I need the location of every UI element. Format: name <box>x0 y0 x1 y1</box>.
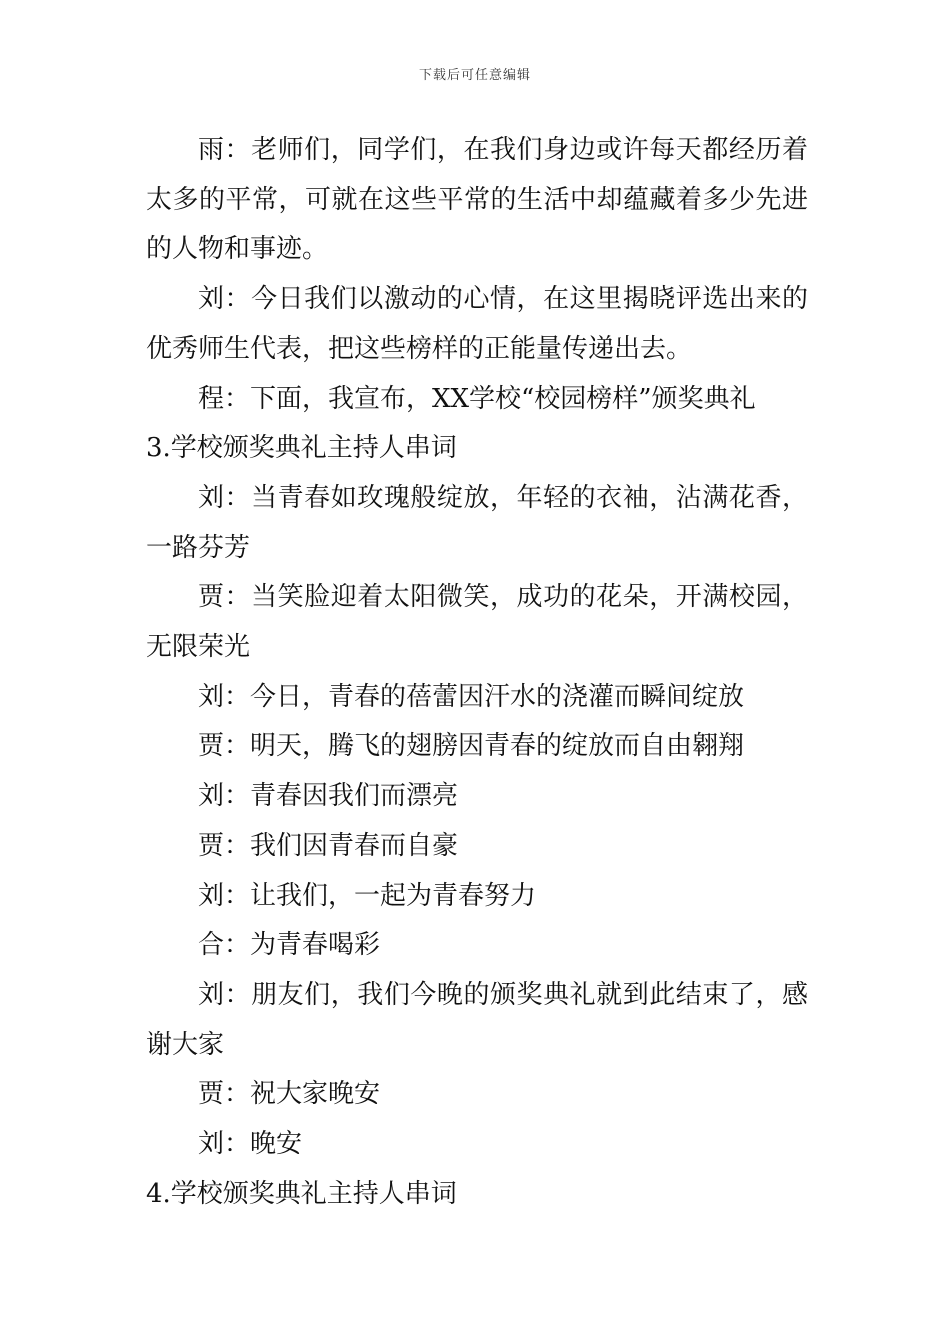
document-body <box>146 126 808 1219</box>
paragraph: 刘：让我们，一起为青春努力 <box>198 880 537 911</box>
paragraph: 贾：祝大家晚安 <box>198 1079 381 1110</box>
header-note: 下载后可任意编辑 <box>418 68 531 83</box>
section-heading: 3.学校颁奖典礼主持人串词 <box>146 433 457 464</box>
paragraph: 雨：老师们，同学们，在我们身边或许每天都经历着太多的平常，可就在这些平常的生活中却蕴藏着多少先进的人物和事迹。 <box>146 135 808 265</box>
paragraph: 刘：青春因我们而漂亮 <box>198 781 459 812</box>
section-heading: 4.学校颁奖典礼主持人串词 <box>146 1178 457 1209</box>
paragraph: 贾：明天，腾飞的翅膀因青春的绽放而自由翱翔 <box>198 731 745 762</box>
paragraph: 刘：晚安 <box>198 1129 303 1160</box>
paragraph: 刘：今日我们以激动的心情，在这里揭晓评选出来的优秀师生代表，把这些榜样的正能量传递出去。 <box>146 284 808 364</box>
paragraph: 刘：朋友们，我们今晚的颁奖典礼就到此结束了，感谢大家 <box>146 979 808 1060</box>
paragraph: 合：为青春喝彩 <box>198 930 381 961</box>
paragraph: 贾：当笑脸迎着太阳微笑，成功的花朵，开满校园，无限荣光 <box>146 582 808 663</box>
paragraph: 刘：今日，青春的蓓蕾因汗水的浇灌而瞬间绽放 <box>198 681 745 712</box>
paragraph: 程：下面，我宣布，XX学校“校园榜样”颁奖典礼 <box>198 383 756 414</box>
paragraph: 刘：当青春如玫瑰般绽放，年轻的衣袖，沾满花香，一路芬芳 <box>146 482 808 563</box>
paragraph: 贾：我们因青春而自豪 <box>198 830 459 861</box>
